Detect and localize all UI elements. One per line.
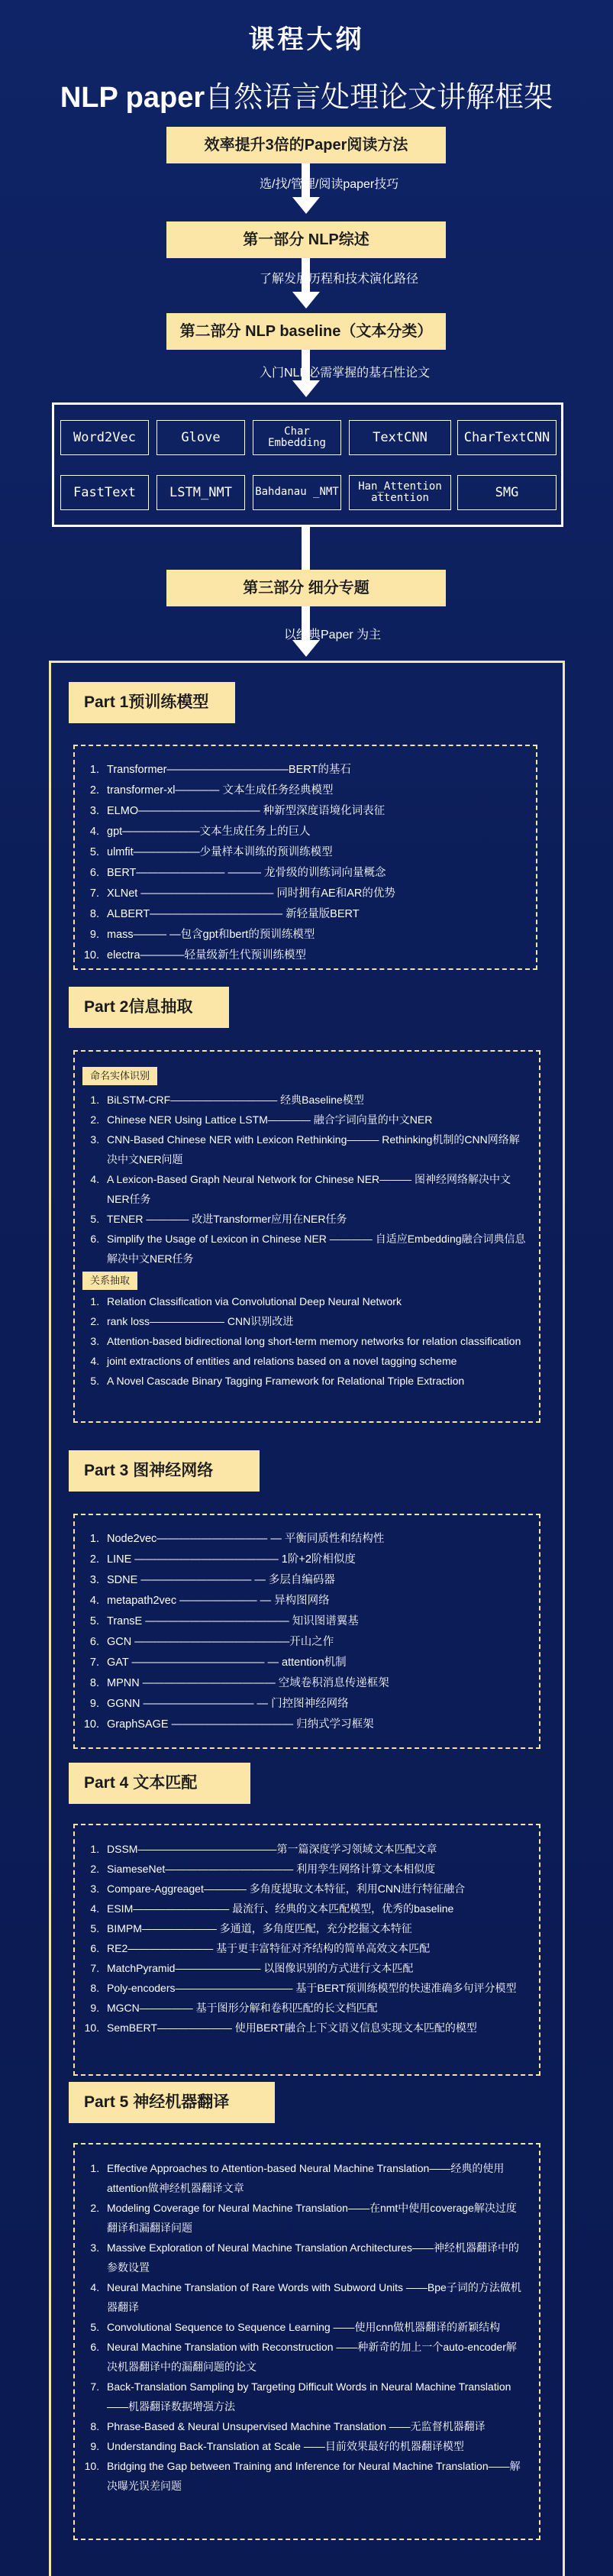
list-item: 7. Back-Translation Sampling by Targeting Difficult Words in Neural Machine Translation ——机器翻译数据增强方法 — [102, 2377, 527, 2416]
model-cell: Char Embedding — [253, 420, 341, 455]
list-item: 2. Modeling Coverage for Neural Machine Translation——在nmt中使用coverage解决过度翻译和漏翻译问题 — [102, 2198, 527, 2238]
part1-title: Part 1预训练模型 — [69, 682, 235, 723]
list-item: 3. CNN-Based Chinese NER with Lexicon Rethinking——— Rethinking机制的CNN网络解决中文NER问题 — [102, 1130, 527, 1169]
list-item: 5. A Novel Cascade Binary Tagging Framework for Relational Triple Extraction — [102, 1371, 527, 1391]
list-item: 4. A Lexicon-Based Graph Neural Network for Chinese NER——— 图神经网络解决中文NER任务 — [102, 1169, 527, 1209]
arrow-5-head — [292, 640, 320, 657]
flow-caption-1: 选/找/管理/阅读paper技巧 — [260, 178, 399, 191]
part2-list — [73, 1050, 540, 1423]
list-item: 6. GCN ——————————————开山之作 — [102, 1632, 527, 1653]
list-item: 9. Understanding Back-Translation at Scale ——目前效果最好的机器翻译模型 — [102, 2436, 527, 2456]
arrow-2-head — [292, 292, 320, 309]
part5-title: Part 5 神经机器翻译 — [69, 2082, 275, 2123]
list-item: 1. Relation Classification via Convolutional Deep Neural Network — [102, 1291, 527, 1311]
model-cell: FastText — [60, 475, 149, 510]
part4-title: Part 4 文本匹配 — [69, 1763, 250, 1804]
list-item: 7. GAT ———————————— — attention机制 — [102, 1653, 527, 1673]
list-item: 4. ESIM————————— 最流行、经典的文本匹配模型，优秀的baseline — [102, 1899, 527, 1918]
list-item: 3. Compare-Aggreaget———— 多角度提取文本特征，利用CNN进行特征融合 — [102, 1879, 527, 1899]
flow-box-part-two: 第二部分 NLP baseline（文本分类） — [166, 313, 446, 350]
list-item: 3. SDNE —————————— — 多层自编码器 — [102, 1570, 527, 1591]
arrow-3-head — [292, 380, 320, 397]
list-item: 1. Node2vec—————————— — 平衡同质性和结构性 — [102, 1529, 527, 1550]
flow-box-part-three: 第三部分 细分专题 — [166, 570, 446, 606]
subtitle-rest: 自然语言处理论文讲解框架 — [205, 82, 553, 114]
model-cell: TextCNN — [349, 420, 451, 455]
list-item: 5. BIMPM——————— 多通道，多角度匹配，充分挖掘文本特征 — [102, 1918, 527, 1938]
list-item: 6. BERT———————— ——— 龙骨级的训练词向量概念 — [102, 863, 524, 884]
part5-list — [73, 2143, 540, 2540]
model-cell: Bahdanau _NMT — [253, 475, 341, 510]
list-item: 2. transformer-xl———— 文本生成任务经典模型 — [102, 781, 524, 801]
list-item: 9. MGCN————— 基于图形分解和卷积匹配的长文档匹配 — [102, 1998, 527, 2018]
list-item: 7. XLNet ———————————— 同时拥有AE和AR的优势 — [102, 884, 524, 904]
list-item: 6. Neural Machine Translation with Reconstruction ——种新奇的加上一个auto-encoder解决机器翻译中的漏翻问题的论文 — [102, 2337, 527, 2377]
flow-caption-2: 了解发展历程和技术演化路径 — [260, 273, 419, 286]
list-item: 4. metapath2vec ——————— — 异构图网络 — [102, 1591, 527, 1611]
list-item: 4. gpt———————文本生成任务上的巨人 — [102, 822, 524, 842]
list-item: 8. Poly-encoders——————————— 基于BERT预训练模型的快速准确多句评分模型 — [102, 1978, 527, 1998]
list-item: 4. joint extractions of entities and relations based on a novel tagging scheme — [102, 1351, 527, 1371]
model-cell: Word2Vec — [60, 420, 149, 455]
subtitle-prefix: NLP paper — [60, 82, 205, 114]
arrow-4 — [302, 527, 310, 570]
ner-tag: 命名实体识别 — [82, 1067, 157, 1085]
list-item: 5. TENER ———— 改进Transformer应用在NER任务 — [102, 1209, 527, 1229]
model-cell: CharTextCNN — [457, 420, 557, 455]
list-item: 8. Phrase-Based & Neural Unsupervised Machine Translation ——无监督机器翻译 — [102, 2416, 527, 2436]
list-item: 2. rank loss——————— CNN识别改进 — [102, 1311, 527, 1331]
list-item: 2. LINE ————————————— 1阶+2阶相似度 — [102, 1550, 527, 1570]
flow-box-part-one: 第一部分 NLP综述 — [166, 221, 446, 258]
model-cell: Han_Attention attention — [349, 475, 451, 510]
list-item: 2. Chinese NER Using Lattice LSTM———— 融合字词向量的中文NER — [102, 1110, 527, 1130]
part4-list — [73, 1824, 540, 2076]
model-cell: LSTM_NMT — [156, 475, 245, 510]
flow-caption-4: 以经典Paper 为主 — [284, 629, 382, 642]
flow-box-reading-method: 效率提升3倍的Paper阅读方法 — [166, 127, 446, 163]
list-item: 6. RE2———————— 基于更丰富特征对齐结构的简单高效文本匹配 — [102, 1938, 527, 1958]
part3-list — [73, 1514, 540, 1749]
list-item: 5. Convolutional Sequence to Sequence Learning ——使用cnn做机器翻译的新颖结构 — [102, 2317, 527, 2337]
list-item: 10. electra————轻量级新生代预训练模型 — [102, 945, 524, 966]
list-item: 7. MatchPyramid———————— 以图像识别的方式进行文本匹配 — [102, 1958, 527, 1978]
arrow-1-head — [292, 197, 320, 214]
list-item: 1. Transformer———————————BERT的基石 — [102, 760, 524, 781]
list-item: 1. BiLSTM-CRF—————————— 经典Baseline模型 — [102, 1090, 527, 1110]
relation-tag: 关系抽取 — [82, 1272, 137, 1290]
list-item: 8. ALBERT———————————— 新轻量版BERT — [102, 904, 524, 925]
list-item: 5. TransE ————————————— 知识图谱翼基 — [102, 1611, 527, 1632]
part2-title: Part 2信息抽取 — [69, 987, 229, 1028]
list-item: 8. MPNN ———————————— 空域卷积消息传递框架 — [102, 1673, 527, 1694]
list-item: 9. GGNN —————————— — 门控图神经网络 — [102, 1694, 527, 1715]
list-item: 3. ELMO——————————— 种新型深度语境化词表征 — [102, 801, 524, 822]
list-item: 1. Effective Approaches to Attention-based Neural Machine Translation——经典的使用attention做神经机器翻译文章 — [102, 2158, 527, 2198]
list-item: 10. GraphSAGE ——————————— 归纳式学习框架 — [102, 1715, 527, 1735]
list-item: 5. ulmfit——————少量样本训练的预训练模型 — [102, 842, 524, 863]
page-subtitle — [0, 73, 613, 115]
list-item: 9. mass——— —包含gpt和bert的预训练模型 — [102, 925, 524, 945]
list-item: 10. Bridging the Gap between Training and Inference for Neural Machine Translation——解决曝光误差问题 — [102, 2456, 527, 2496]
model-cell: Glove — [156, 420, 245, 455]
list-item: 3. Attention-based bidirectional long short-term memory networks for relation classification — [102, 1331, 527, 1351]
list-item: 2. SiameseNet———————————— 利用孪生网络计算文本相似度 — [102, 1859, 527, 1879]
baseline-model-grid — [52, 402, 563, 527]
list-item: 4. Neural Machine Translation of Rare Words with Subword Units ——Bpe子词的方法做机器翻译 — [102, 2277, 527, 2317]
flow-caption-3: 入门NLP必需掌握的基石性论文 — [260, 367, 431, 380]
list-item: 10. SemBERT——————— 使用BERT融合上下文语义信息实现文本匹配的模型 — [102, 2018, 527, 2038]
list-item: 6. Simplify the Usage of Lexicon in Chinese NER ———— 自适应Embedding融合词典信息解决中文NER任务 — [102, 1229, 527, 1269]
part3-title: Part 3 图神经网络 — [69, 1450, 260, 1492]
model-cell: SMG — [457, 475, 557, 510]
page-title: 课程大纲 — [248, 25, 365, 54]
list-item: 1. DSSM—————————————第一篇深度学习领域文本匹配文章 — [102, 1839, 527, 1859]
list-item: 3. Massive Exploration of Neural Machine Translation Architectures——神经机器翻译中的参数设置 — [102, 2238, 527, 2277]
part1-list — [73, 745, 537, 970]
